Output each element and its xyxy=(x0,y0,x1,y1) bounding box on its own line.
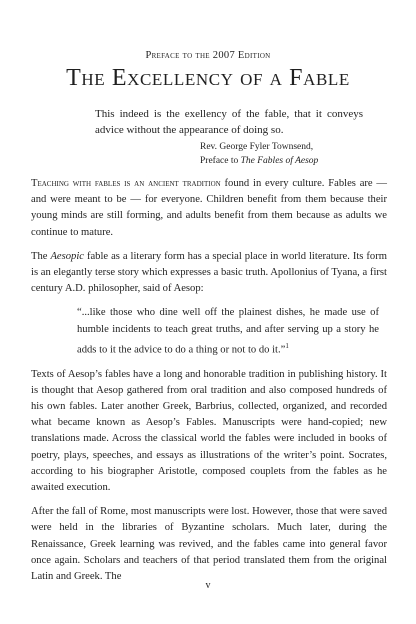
paragraph-1-rest: found in every culture. Fables are — and were meant to be — for everyone. Children benefit from them because their young minds are still forming, and adults benefit from them because as adults we continue to mature. xyxy=(31,178,388,238)
section-label: Preface to the 2007 Edition xyxy=(145,50,271,61)
footnote-marker: 1 xyxy=(285,341,289,350)
epigraph-text: This indeed is the exellency of the fable, that it conveys advice without the appearance of doing so. xyxy=(95,108,363,136)
block-quote xyxy=(31,305,387,358)
paragraph-1-lead: Teaching with fables is an ancient tradition xyxy=(31,178,221,189)
page-number: v xyxy=(205,580,211,591)
paragraph-1 xyxy=(31,176,387,241)
paragraph-3: Texts of Aesop’s fables have a long and honorable tradition in publishing history. It is thought that Aesop gathered from oral tradition and also composed hundreds of his own fables. Later another Greek, Barbrius, collected, organized, and recorded what became known as Aesop’s Fables. Manuscripts were hand-copied; new translations made. Across the classical world the fables were included in books of poetry, plays, speeches, and essays as illustrations of the writer’s point. Socrates, according to his biographer Aristotle, composed couplets from the fables as he awaited execution. xyxy=(31,368,387,493)
epigraph-author: Rev. George Fyler Townsend, xyxy=(200,142,314,152)
block-quote-text: “...like those who dine well off the plainest dishes, he made use of humble incidents to teach great truths, and after serving up a story he adds to it the advice to do a thing or not to do it.” xyxy=(77,307,379,356)
body-text xyxy=(31,176,387,593)
page-title: The Excellency of a Fable xyxy=(66,65,350,91)
epigraph-attribution xyxy=(200,140,390,168)
paragraph-2-rest: fable as a literary form has a special place in world literature. Its form is an elegantly terse story which expresses a basic truth. Apollonius of Tyana, a first century A.D. philosopher, said of Aesop: xyxy=(31,250,387,295)
paragraph-2 xyxy=(31,249,387,298)
epigraph-source-title: The Fables of Aesop xyxy=(240,156,319,166)
epigraph-source xyxy=(200,154,390,168)
epigraph-source-prefix: Preface to xyxy=(200,156,241,166)
paragraph-2-italic: Aesopic xyxy=(50,250,84,262)
paragraph-4: After the fall of Rome, most manuscripts were lost. However, those that were saved were held in the libraries of Byzantine scholars. Much later, during the Renaissance, Greek learning was revived, and the fables came into general favor once again. Scholars and teachers of that period translated them from the original Latin and Greek. The xyxy=(31,506,387,582)
paragraph-2-prefix: The xyxy=(31,250,51,262)
